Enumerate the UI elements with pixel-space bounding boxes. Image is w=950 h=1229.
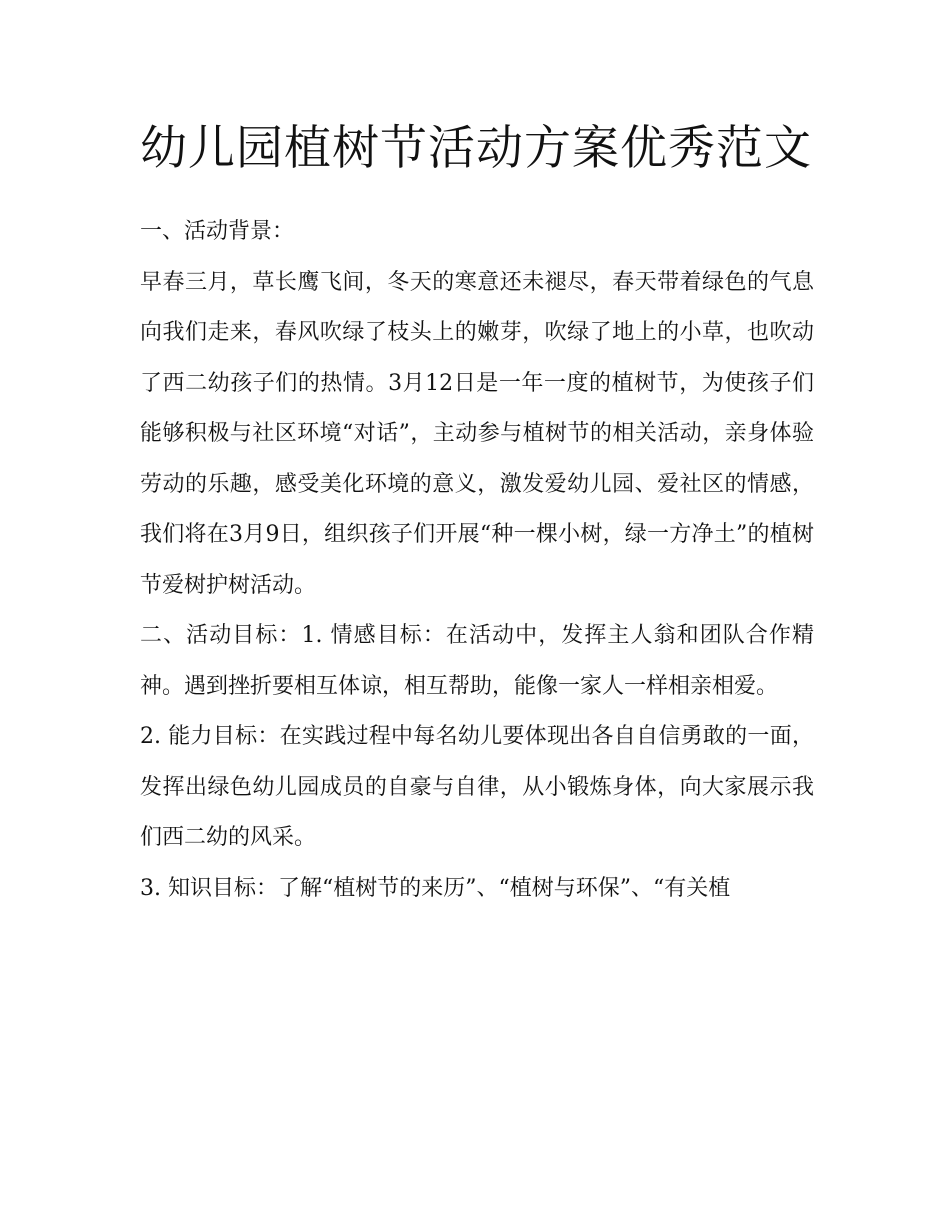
document-title: 幼儿园植树节活动方案优秀范文 xyxy=(140,121,812,176)
paragraph-ability-goal: 2. 能力目标：在实践过程中每名幼儿要体现出各自自信勇敢的一面，发挥出绿色幼儿园成员的自豪与自律，从小锻炼身体，向大家展示我们西二幼的风采。 xyxy=(140,724,814,850)
document-body xyxy=(140,112,814,914)
section-heading-background: 一、活动背景： xyxy=(140,219,295,244)
paragraph-goals: 二、活动目标：1. 情感目标：在活动中，发挥主人翁和团队合作精神。遇到挫折要相互体谅，相互帮助，能像一家人一样相亲相爱。 xyxy=(140,623,814,699)
paragraph-background: 早春三月，草长鹰飞间，冬天的寒意还未褪尽，春天带着绿色的气息向我们走来，春风吹绿了枝头上的嫩芽，吹绿了地上的小草，也吹动了西二幼孩子们的热情。3月12日是一年一度的植树节，为使孩子们能够积极与社区环境“对话”，主动参与植树节的相关活动，亲身体验劳动的乐趣，感受美化环境的意义，激发爱幼儿园、爱社区的情感，我们将在3月9日，组织孩子们开展“种一棵小树，绿一方净土”的植树节爱树护树活动。 xyxy=(140,269,814,598)
paragraph-knowledge-goal: 3. 知识目标：了解“植树节的来历”、“植树与环保”、“有关植 xyxy=(140,875,731,901)
